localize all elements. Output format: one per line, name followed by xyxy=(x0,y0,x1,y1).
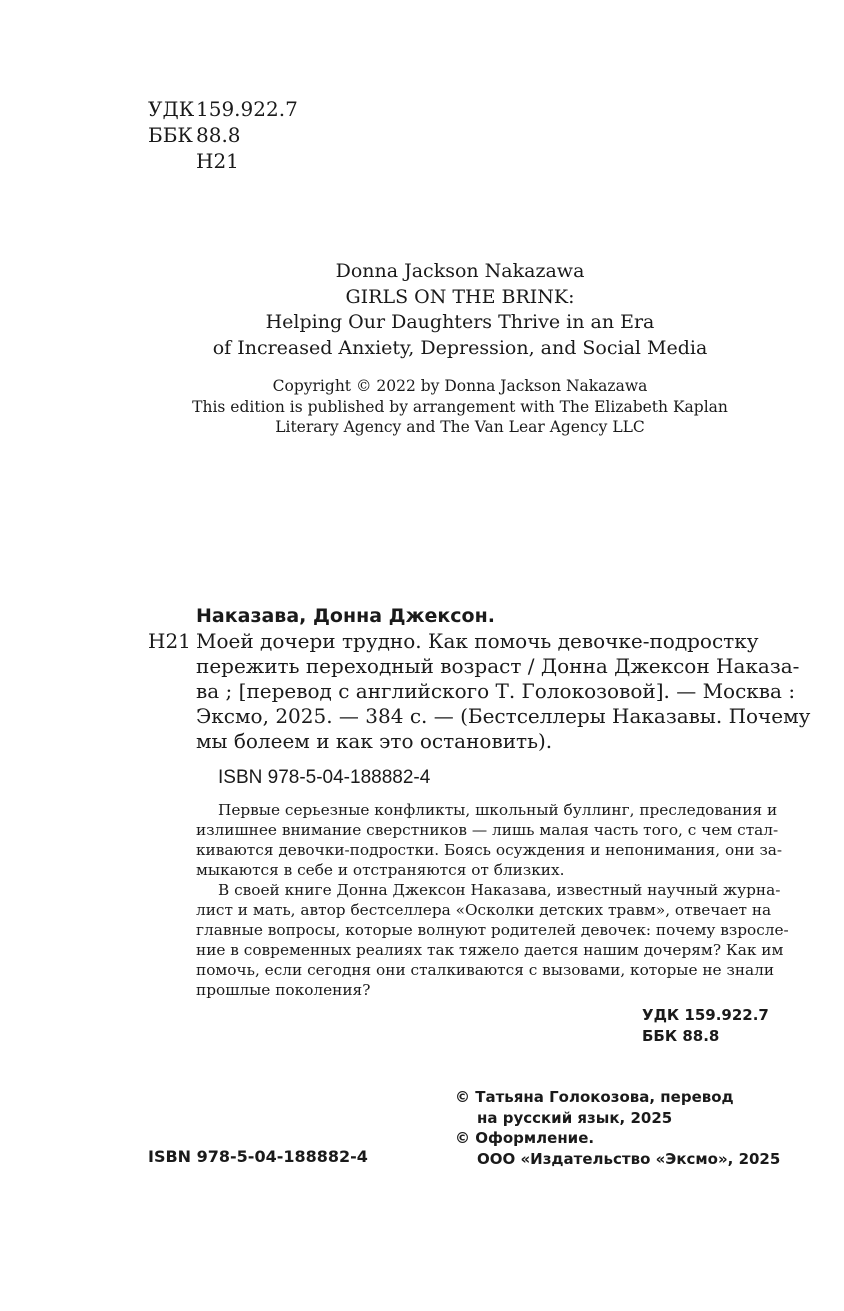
footer-bbk: ББК 88.8 xyxy=(642,1027,720,1045)
author-sign: Н21 xyxy=(196,149,239,173)
biblio-line: пережить переходный возраст / Донна Джексон Наказа- xyxy=(196,654,800,678)
design-rights-line-1: © Оформление. xyxy=(455,1129,595,1147)
annotation-line: мыкаются в себе и отстраняются от близких. xyxy=(196,861,565,879)
biblio-line: Моей дочери трудно. Как помочь девочке-подростку xyxy=(196,629,759,653)
biblio-line: ва ; [перевод с английского Т. Голокозовой]. — Москва : xyxy=(196,679,796,703)
author-sign-row xyxy=(148,148,298,174)
annotation-line: Первые серьезные конфликты, школьный буллинг, преследования и xyxy=(218,801,778,819)
copyright-line-1: Copyright © 2022 by Donna Jackson Nakazawa xyxy=(272,377,648,395)
original-title-block xyxy=(150,259,770,361)
udk-row xyxy=(148,96,298,122)
annotation-line: прошлые поколения? xyxy=(196,981,371,999)
biblio-line: Эксмо, 2025. — 384 с. — (Бестселлеры Наказавы. Почему xyxy=(196,704,811,728)
bbk-label: ББК xyxy=(148,123,193,147)
bbk-row xyxy=(148,122,298,148)
annotation-line: помочь, если сегодня они сталкиваются с вызовами, которые не знали xyxy=(196,961,775,979)
original-title: GIRLS ON THE BRINK: xyxy=(345,285,575,308)
annotation-line: киваются девочки-подростки. Боясь осуждения и непонимания, они за- xyxy=(196,841,783,859)
copyright-line-2: This edition is published by arrangement with The Elizabeth Kaplan xyxy=(192,397,728,416)
copyright-block xyxy=(150,376,770,438)
rights-block xyxy=(455,1087,780,1169)
bbk-value: 88.8 xyxy=(196,123,241,147)
isbn-bottom: ISBN 978-5-04-188882-4 xyxy=(148,1147,368,1166)
bibliographic-description xyxy=(196,629,811,754)
footer-codes xyxy=(642,1005,769,1047)
catalog-heading: Наказава, Донна Джексон. xyxy=(196,605,495,627)
annotation-line: главные вопросы, которые волнуют родителей девочек: почему взросле- xyxy=(196,921,789,939)
biblio-line: мы болеем и как это остановить). xyxy=(196,729,553,753)
udk-value: 159.922.7 xyxy=(196,97,298,121)
footer-udk: УДК 159.922.7 xyxy=(642,1006,769,1024)
original-author: Donna Jackson Nakazawa xyxy=(335,260,585,282)
classification-block xyxy=(148,96,298,174)
design-rights-line-2: ООО «Издательство «Эксмо», 2025 xyxy=(477,1149,781,1168)
catalog-code: Н21 xyxy=(148,629,191,653)
annotation-line: ние в современных реалиях так тяжело дается нашим дочерям? Как им xyxy=(196,941,784,959)
udk-label: УДК xyxy=(148,97,195,121)
annotation-line: В своей книге Донна Джексон Наказава, известный научный журна- xyxy=(218,881,781,899)
annotation xyxy=(196,800,789,1000)
copyright-line-3: Literary Agency and The Van Lear Agency LLC xyxy=(275,418,645,436)
annotation-line: излишнее внимание сверстников — лишь малая часть того, с чем стал- xyxy=(196,821,779,839)
translation-rights-line-2: на русский язык, 2025 xyxy=(477,1108,673,1127)
annotation-line: лист и мать, автор бестселлера «Осколки детских травм», отвечает на xyxy=(196,901,772,919)
original-subtitle-line-1: Helping Our Daughters Thrive in an Era xyxy=(265,311,655,333)
original-subtitle-line-2: of Increased Anxiety, Depression, and Social Media xyxy=(212,336,708,359)
translation-rights-line-1: © Татьяна Голокозова, перевод xyxy=(455,1088,734,1106)
catalog-isbn: ISBN 978-5-04-188882-4 xyxy=(218,767,431,788)
